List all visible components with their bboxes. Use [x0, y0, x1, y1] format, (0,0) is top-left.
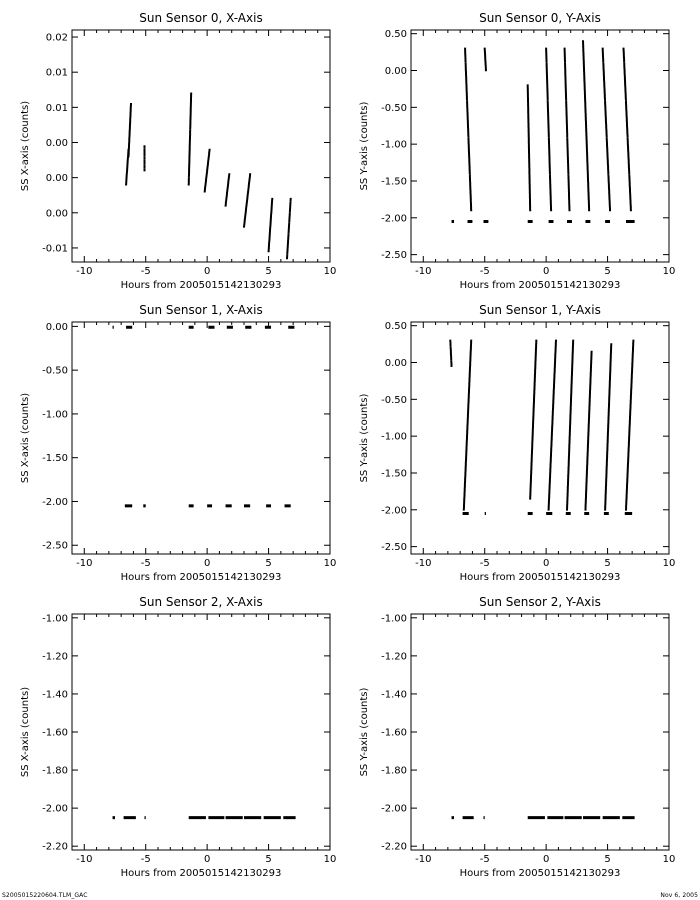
chart-panel-2 — [20, 303, 336, 583]
x-tick-label: 5 — [265, 266, 272, 277]
y-axis-label: SS Y-axis (counts) — [359, 393, 370, 483]
plot-frame — [72, 30, 330, 262]
x-axis-label: Hours from 2005015142130293 — [120, 868, 282, 879]
x-tick-label: 5 — [604, 854, 611, 865]
y-tick-label: -0.50 — [381, 102, 407, 114]
y-tick-label: -2.20 — [381, 841, 407, 853]
x-tick-label: -10 — [415, 266, 432, 277]
x-tick-label: -10 — [76, 558, 93, 569]
x-axis-label: Hours from 2005015142130293 — [120, 572, 282, 583]
x-tick-label: -5 — [479, 854, 490, 865]
data-streak-6 — [604, 344, 612, 510]
y-tick-label: -2.50 — [381, 250, 407, 262]
y-tick-label: -0.01 — [42, 243, 68, 255]
chart-title: Sun Sensor 1, X-Axis — [139, 303, 263, 317]
y-tick-label: 0.01 — [45, 67, 68, 79]
data-streak-4 — [564, 48, 571, 210]
x-tick-label: -10 — [76, 266, 93, 277]
plot-frame — [72, 322, 330, 554]
y-tick-label: 0.00 — [384, 358, 407, 370]
y-tick-label: 0.00 — [45, 137, 68, 149]
x-tick-label: -5 — [140, 266, 151, 277]
plot-frame — [411, 322, 669, 554]
x-tick-label: 5 — [604, 558, 611, 569]
data-streak-6 — [243, 174, 251, 227]
data-streak-8 — [286, 199, 292, 259]
y-tick-label: 0.00 — [45, 321, 68, 333]
data-streak-5 — [225, 174, 231, 206]
chart-panel-3 — [359, 303, 675, 583]
y-tick-label: -1.60 — [381, 727, 407, 739]
x-tick-label: 10 — [323, 266, 337, 277]
x-tick-label: 5 — [265, 558, 272, 569]
y-tick-label: -2.00 — [381, 803, 407, 815]
chart-title: Sun Sensor 0, X-Axis — [139, 11, 263, 25]
y-tick-label: -2.50 — [42, 540, 68, 552]
data-streak-2 — [144, 146, 146, 171]
data-streak-5 — [582, 41, 590, 210]
y-tick-label: 0.01 — [45, 102, 68, 114]
y-tick-label: 0.00 — [384, 66, 407, 78]
y-tick-label: -1.60 — [42, 727, 68, 739]
data-streak-7 — [623, 48, 632, 210]
y-tick-label: -1.00 — [381, 613, 407, 625]
chart-panel-4 — [20, 595, 336, 879]
data-streak-7 — [625, 340, 634, 509]
y-tick-label: 0.50 — [384, 321, 407, 333]
x-tick-label: 0 — [203, 558, 211, 569]
x-tick-label: -5 — [140, 854, 151, 865]
y-tick-label: -0.50 — [42, 365, 68, 377]
x-tick-label: 0 — [542, 854, 550, 865]
x-tick-label: 10 — [662, 558, 676, 569]
data-streak-1 — [463, 340, 472, 509]
chart-title: Sun Sensor 1, Y-Axis — [479, 303, 601, 317]
y-axis-label: SS Y-axis (counts) — [359, 687, 370, 777]
plot-frame — [411, 30, 669, 262]
y-tick-label: -1.20 — [42, 651, 68, 663]
data-streak-7 — [268, 199, 274, 252]
y-axis-label: SS X-axis (counts) — [20, 100, 31, 192]
x-tick-label: 10 — [662, 266, 676, 277]
chart-panel-1 — [359, 11, 675, 291]
x-tick-label: -10 — [415, 854, 432, 865]
x-tick-label: -5 — [479, 266, 490, 277]
x-axis-label: Hours from 2005015142130293 — [459, 572, 621, 583]
y-tick-label: -2.00 — [42, 496, 68, 508]
data-streak-0 — [464, 48, 472, 210]
y-tick-label: -1.00 — [42, 613, 68, 625]
data-streak-1 — [484, 48, 487, 70]
chart-title: Sun Sensor 2, Y-Axis — [479, 595, 601, 609]
x-axis-label: Hours from 2005015142130293 — [459, 868, 621, 879]
y-tick-label: -1.80 — [381, 765, 407, 777]
y-tick-label: -1.40 — [42, 689, 68, 701]
chart-panel-0 — [20, 11, 336, 291]
y-tick-label: -1.00 — [381, 139, 407, 151]
plot-frame — [72, 614, 330, 850]
y-tick-label: -1.00 — [381, 431, 407, 443]
x-tick-label: 0 — [542, 558, 550, 569]
x-tick-label: 10 — [323, 854, 337, 865]
y-tick-label: 0.00 — [45, 173, 68, 185]
y-axis-label: SS X-axis (counts) — [20, 392, 31, 484]
x-axis-label: Hours from 2005015142130293 — [120, 280, 282, 291]
data-streak-1 — [128, 104, 133, 157]
chart-title: Sun Sensor 2, X-Axis — [139, 595, 263, 609]
x-tick-label: -5 — [140, 558, 151, 569]
y-tick-label: 0.02 — [45, 32, 68, 44]
x-tick-label: -10 — [415, 558, 432, 569]
data-streak-4 — [204, 150, 211, 192]
y-tick-label: -1.20 — [381, 651, 407, 663]
y-tick-label: -2.20 — [42, 841, 68, 853]
data-streak-3 — [548, 340, 557, 509]
y-tick-label: -1.00 — [42, 409, 68, 421]
y-tick-label: -2.00 — [42, 803, 68, 815]
x-tick-label: 0 — [203, 854, 211, 865]
footer-date: Nov 6, 2005 — [660, 892, 698, 899]
x-tick-label: 5 — [604, 266, 611, 277]
x-tick-label: 0 — [542, 266, 550, 277]
data-streak-3 — [545, 48, 552, 210]
y-axis-label: SS X-axis (counts) — [20, 686, 31, 778]
x-tick-label: -5 — [479, 558, 490, 569]
y-tick-label: -1.80 — [42, 765, 68, 777]
chart-title: Sun Sensor 0, Y-Axis — [479, 11, 601, 25]
data-streak-2 — [527, 85, 532, 210]
y-axis-label: SS Y-axis (counts) — [359, 101, 370, 191]
data-streak-5 — [585, 352, 593, 510]
x-tick-label: 0 — [203, 266, 211, 277]
chart-panel-5 — [359, 595, 675, 879]
y-tick-label: -1.50 — [381, 176, 407, 188]
data-streak-2 — [529, 340, 537, 498]
x-tick-label: 10 — [662, 854, 676, 865]
y-tick-label: -2.00 — [381, 213, 407, 225]
x-axis-label: Hours from 2005015142130293 — [459, 280, 621, 291]
y-tick-label: -2.50 — [381, 542, 407, 554]
y-tick-label: -2.00 — [381, 505, 407, 517]
y-tick-label: -1.50 — [42, 453, 68, 465]
y-tick-label: -1.40 — [381, 689, 407, 701]
data-streak-6 — [602, 48, 611, 210]
x-tick-label: 5 — [265, 854, 272, 865]
y-tick-label: -0.50 — [381, 394, 407, 406]
plot-frame — [411, 614, 669, 850]
x-tick-label: -10 — [76, 854, 93, 865]
y-tick-label: 0.50 — [384, 29, 407, 41]
x-tick-label: 10 — [323, 558, 337, 569]
data-streak-0 — [449, 340, 452, 366]
data-streak-3 — [188, 93, 193, 184]
y-tick-label: -1.50 — [381, 468, 407, 480]
y-tick-label: 0.00 — [45, 208, 68, 220]
footer-filename: S2005015220604.TLM_GAC — [2, 892, 88, 899]
data-streak-4 — [566, 340, 574, 509]
